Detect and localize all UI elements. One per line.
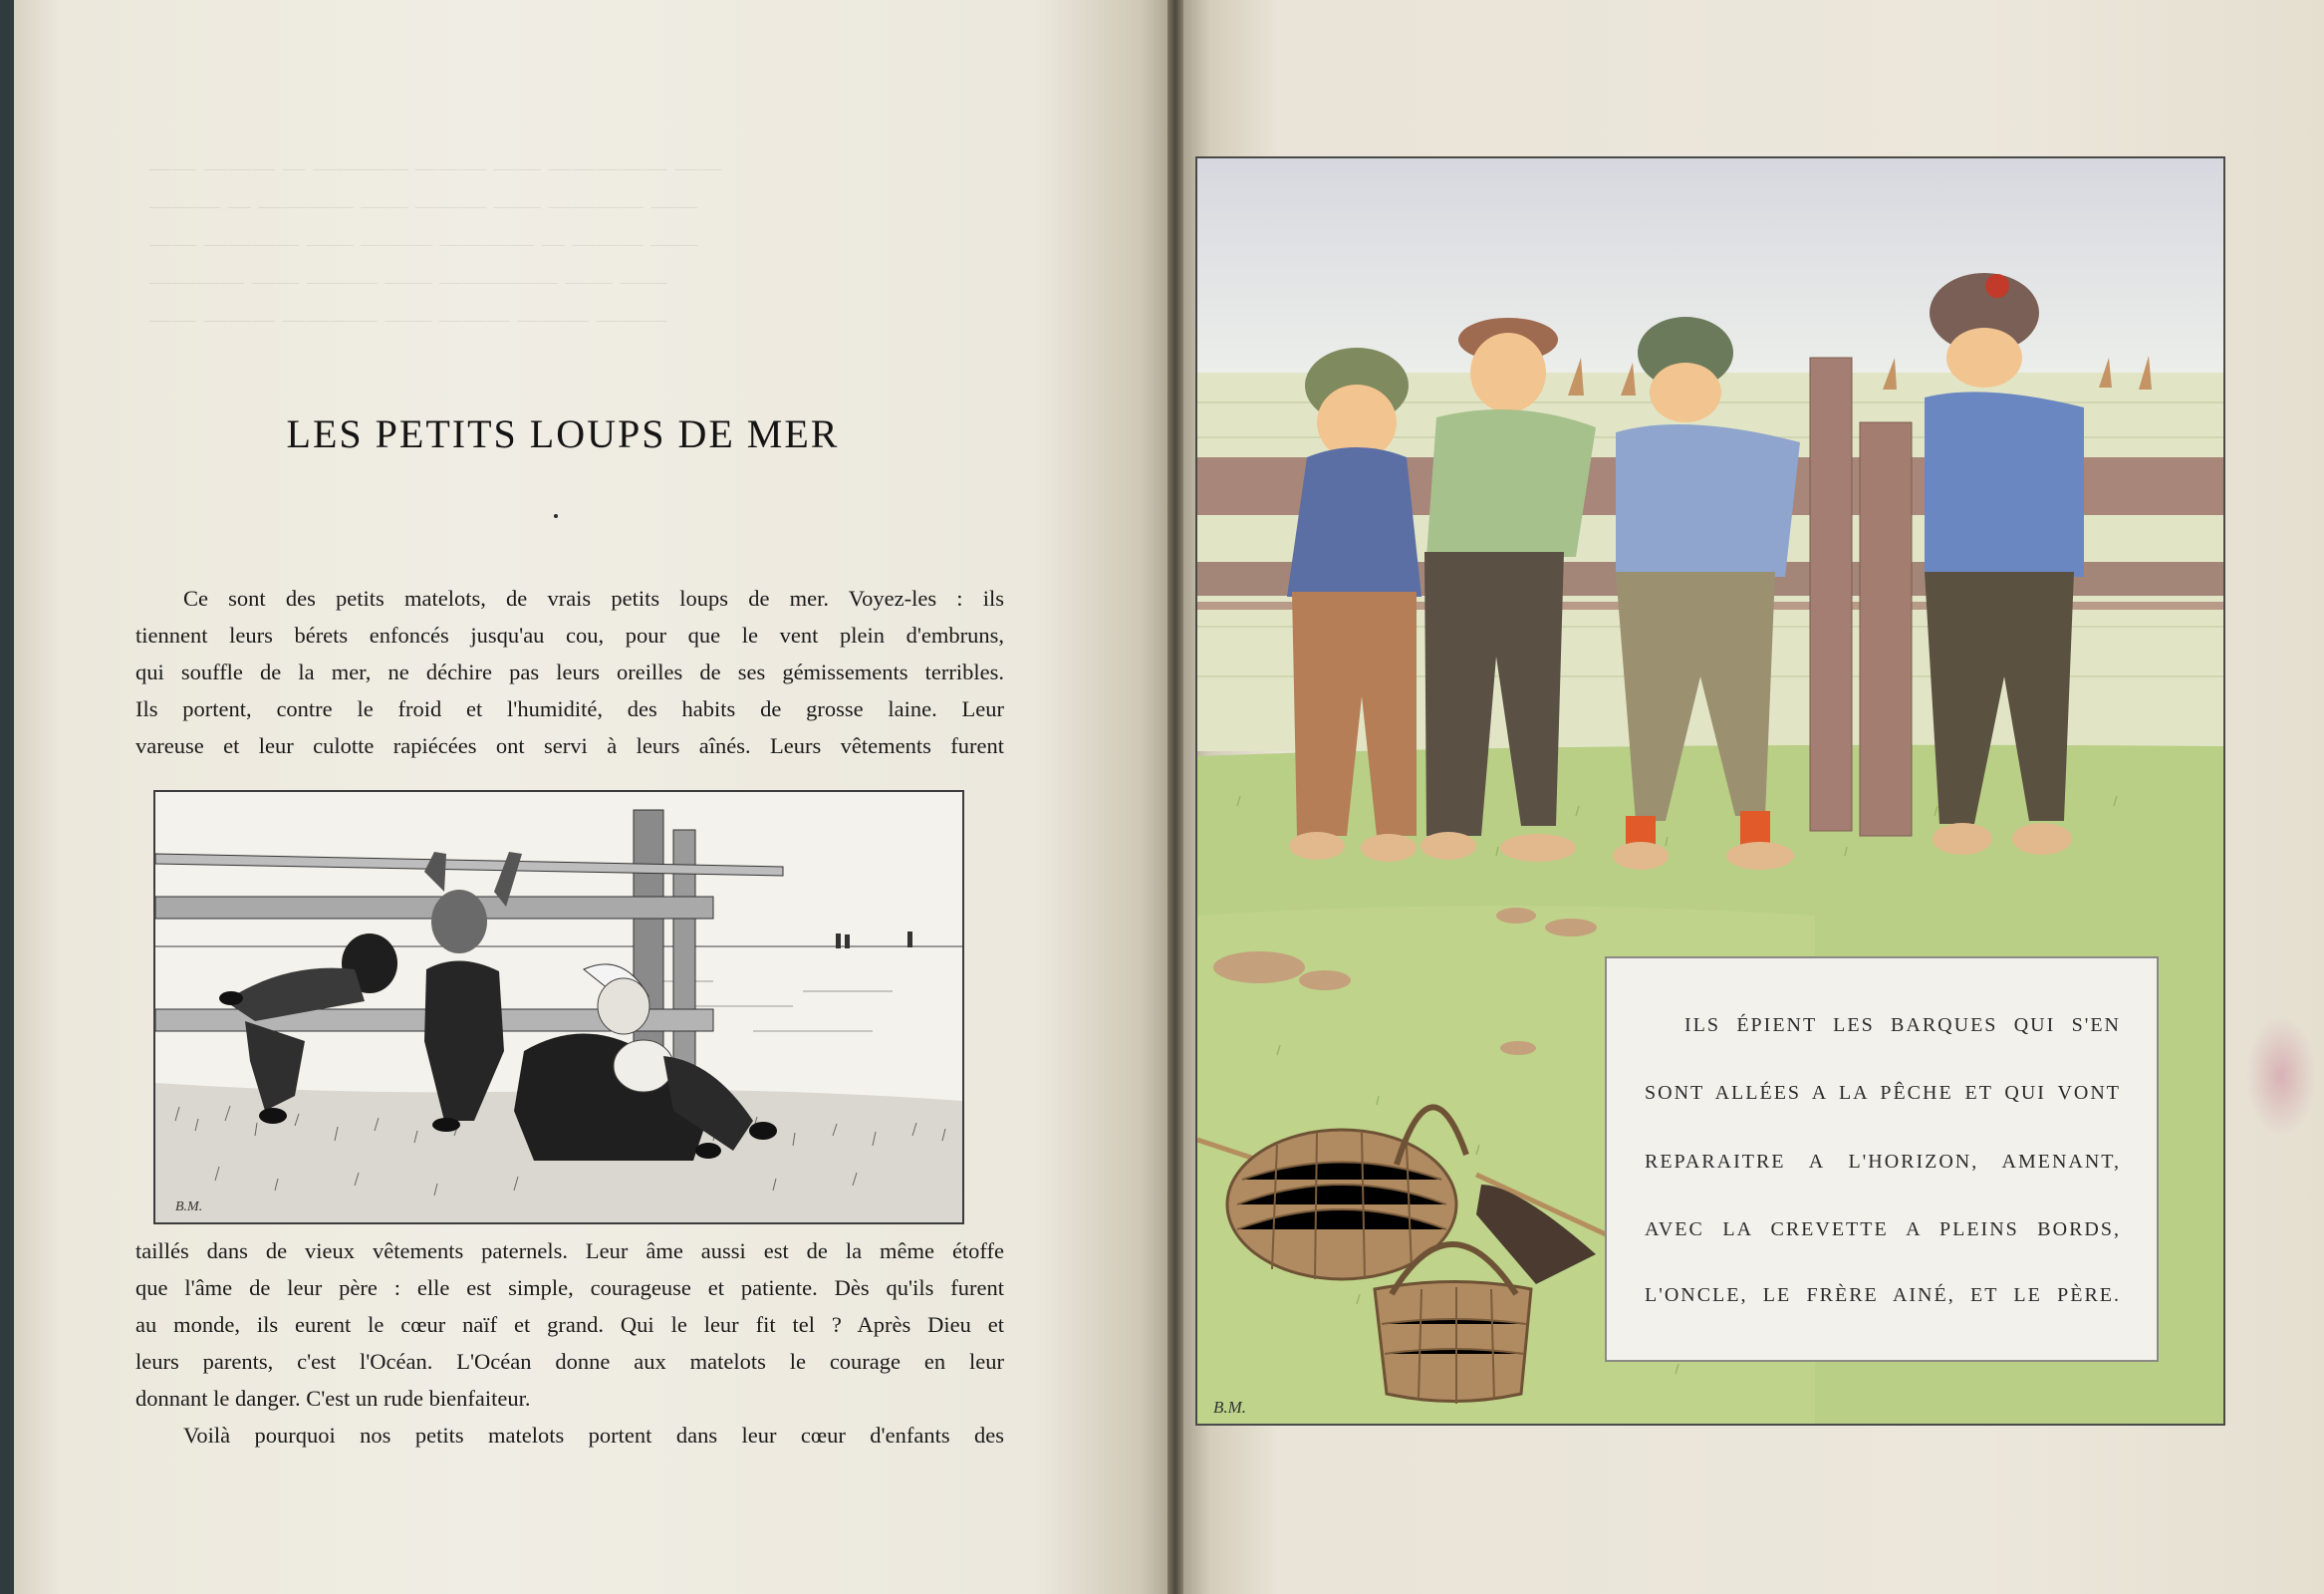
text-line: que l'âme de leur père : elle est simple, courageuse et patiente. Dès qu'ils furent [135,1275,1004,1300]
chapter-title: LES PETITS LOUPS DE MER [286,411,840,456]
caption-box [1605,956,2159,1362]
text-line: vareuse et leur culotte rapiécées ont servi à leurs aînés. Leurs vêtements furent [135,733,1004,758]
paragraph-2 [135,1232,1004,1454]
book-spine [1167,0,1183,1594]
caption-line: L'ONCLE, LE FRÈRE AINÉ, ET LE PÈRE. [1645,1284,2121,1306]
text-line: Ce sont des petits matelots, de vrais petits loups de mer. Voyez-les : ils [183,586,1004,611]
text-line: au monde, ils eurent le cœur naïf et grand. Qui le leur fit tel ? Après Dieu et [135,1312,1004,1337]
text-line: tiennent leurs bérets enfoncés jusqu'au cou, pour que le vent plein d'embruns, [135,623,1004,648]
page-stain [2246,1016,2316,1136]
text-line: leurs parents, c'est l'Océan. L'Océan donne aux matelots le courage en leur [135,1349,1004,1374]
ink-dot [554,514,558,518]
caption-line: AVEC LA CREVETTE A PLEINS BORDS, [1645,1218,2121,1240]
text-line: qui souffle de la mer, ne déchire pas leurs oreilles de ses gémissements terribles. [135,660,1004,684]
caption-line: SONT ALLÉES A LA PÊCHE ET QUI VONT [1645,1082,2121,1104]
paragraph-1 [135,580,1004,764]
text-line: Ils portent, contre le froid et l'humidité, des habits de grosse laine. Leur [135,696,1004,721]
engraving-signature: B.M. [175,1199,203,1214]
engraving-drawing [155,792,962,1222]
show-through-texture: —— ——— — ———— ——— —— ————— —— ——— — ———— —— ——— —— ———— —— —— ———— —— ——— ———— — ——— —— ———— —— ——— —— ————— —— —— —— ——— ———— —— ——— ——— ——— [149,155,723,332]
plate-signature: B.M. [1213,1398,1247,1417]
text-line: taillés dans de vieux vêtements paternels. Leur âme aussi est de la même étoffe [135,1238,1004,1263]
caption-line: ILS ÉPIENT LES BARQUES QUI S'EN [1684,1014,2121,1036]
caption-line: REPARAITRE A L'HORIZON, AMENANT, [1645,1151,2121,1173]
text-line: donnant le danger. C'est un rude bienfaiteur. [135,1386,531,1411]
text-line: Voilà pourquoi nos petits matelots portent dans leur cœur d'enfants des [183,1423,1004,1448]
engraving-illustration [153,790,964,1224]
